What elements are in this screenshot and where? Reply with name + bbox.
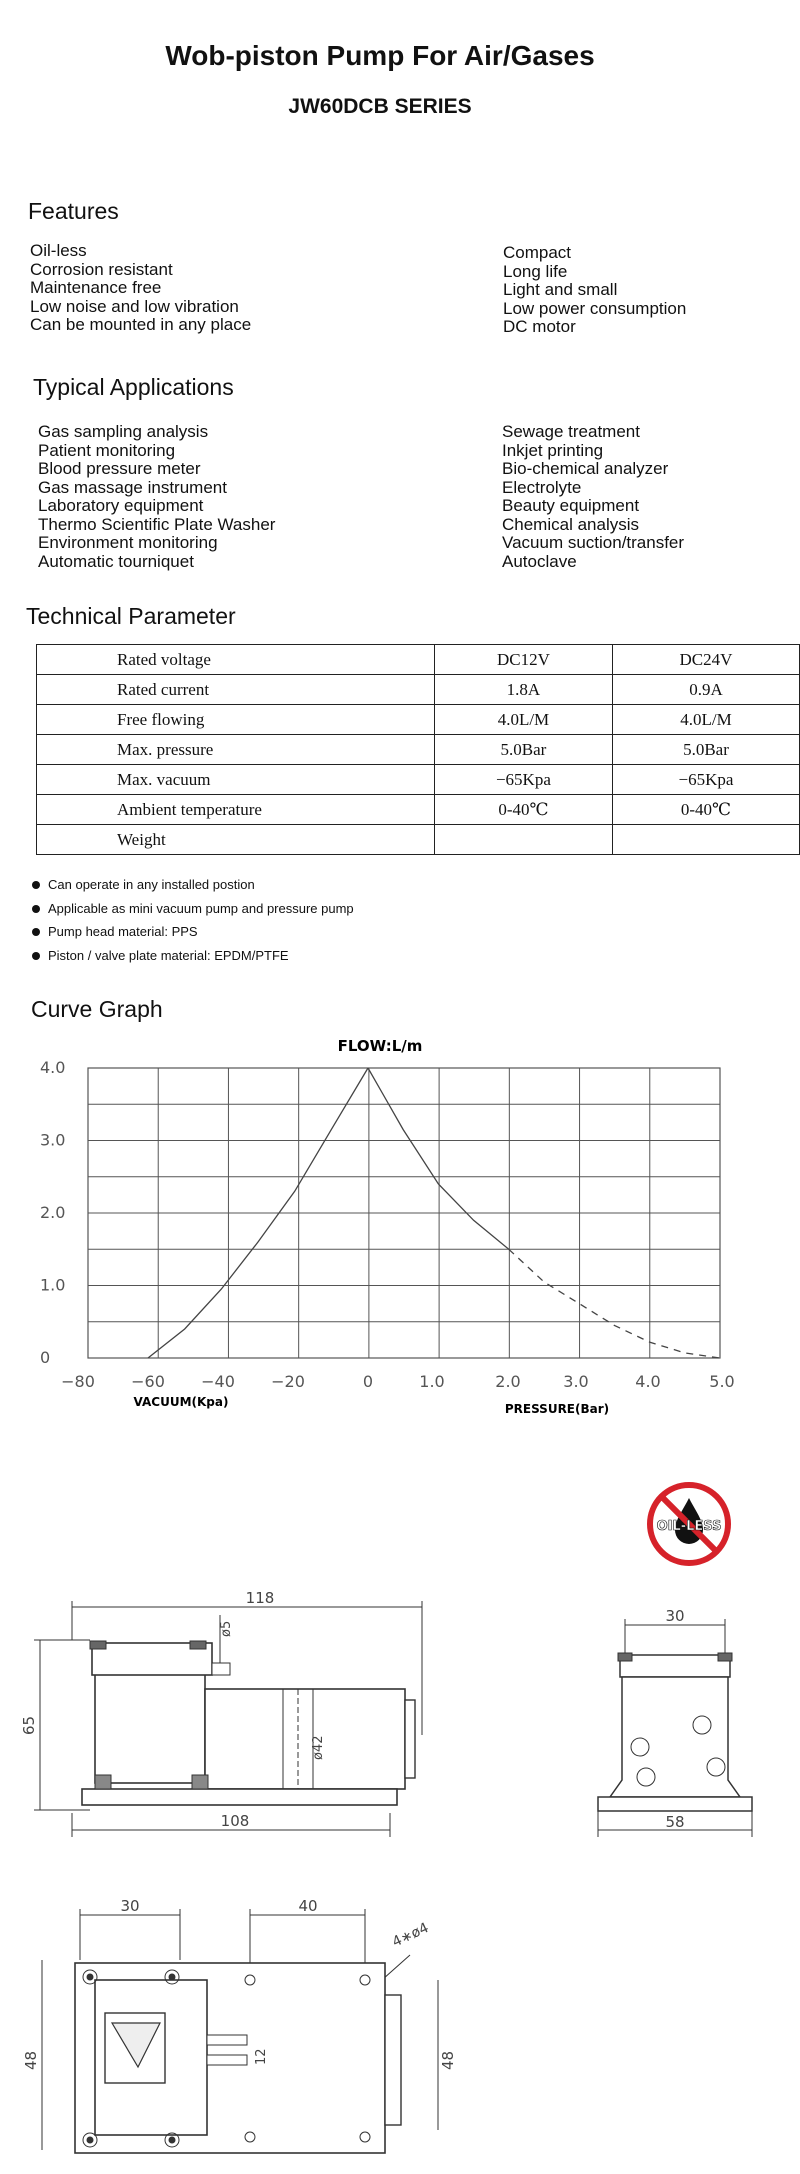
screw-icon: [718, 1653, 732, 1661]
plan-view-drawing: [20, 1885, 460, 2160]
front-view-drawing: [580, 1605, 770, 1855]
curve-line-pressure: [368, 1068, 509, 1249]
table-cell: Max. pressure: [37, 735, 435, 765]
front-cover: [620, 1655, 730, 1677]
page-title: Wob-piston Pump For Air/Gases: [165, 40, 595, 71]
list-item: Vacuum suction/transfer: [502, 533, 685, 552]
foot-screw-icon: [192, 1775, 208, 1789]
x-tick-label: −60: [131, 1372, 165, 1391]
motor-body: [205, 1689, 405, 1789]
table-cell: −65Kpa: [612, 765, 799, 795]
x-tick-label: 5.0: [709, 1372, 735, 1391]
dim-plan-left: 30: [120, 1897, 140, 1915]
applications-heading: Typical Applications: [33, 374, 234, 400]
list-item: Low power consumption: [503, 298, 687, 318]
list-item: Applicable as mini vacuum pump and pressure pump: [30, 897, 354, 921]
table-row: [37, 825, 800, 855]
list-item: Sewage treatment: [502, 422, 640, 441]
screw-icon: [190, 1641, 206, 1649]
list-item: Light and small: [503, 280, 618, 299]
dim-plan-holes-spacing: 40: [298, 1897, 318, 1915]
series-subtitle: JW60DCB SERIES: [288, 95, 472, 118]
x-tick-label: 2.0: [495, 1372, 521, 1391]
list-item: Maintenance free: [30, 278, 162, 297]
table-cell: 0.9A: [612, 675, 799, 705]
y-tick-label: 4.0: [40, 1058, 66, 1077]
table-row: [37, 735, 800, 765]
table-cell: Rated current: [37, 675, 435, 705]
list-item: Can operate in any installed postion: [30, 873, 354, 897]
list-item: Autoclave: [502, 551, 577, 571]
list-item: Chemical analysis: [502, 514, 639, 534]
list-item: Compact: [503, 243, 572, 262]
table-cell: Weight: [37, 825, 435, 855]
table-cell: DC12V: [434, 645, 612, 675]
table-cell: 4.0L/M: [434, 705, 612, 735]
x-axis-label-vacuum: VACUUM(Kpa): [133, 1395, 229, 1409]
mount-hole-center: [169, 2137, 175, 2143]
table-row: [37, 675, 800, 705]
list-item: Corrosion resistant: [30, 259, 173, 279]
list-item: Automatic tourniquet: [38, 551, 194, 571]
table-row: [37, 765, 800, 795]
list-item: Low noise and low vibration: [30, 296, 239, 316]
list-item: Inkjet printing: [502, 440, 604, 460]
y-tick-label: 2.0: [40, 1203, 66, 1222]
pump-head: [95, 1673, 205, 1783]
notes-list: [30, 873, 354, 967]
mount-hole-center: [87, 1974, 93, 1980]
table-cell: Rated voltage: [37, 645, 435, 675]
x-axis-label-pressure: PRESSURE(Bar): [504, 1402, 610, 1416]
dim-motor-dia: ø42: [311, 1735, 326, 1760]
y-tick-label: 3.0: [40, 1130, 66, 1150]
dim-base-length: 108: [220, 1812, 250, 1830]
chart-ticks: [40, 1058, 735, 1391]
base-plate: [82, 1789, 397, 1805]
front-base: [598, 1797, 752, 1811]
x-tick-label: −20: [271, 1372, 305, 1391]
list-item: Pump head material: PPS: [30, 920, 354, 944]
table-cell: 4.0L/M: [612, 705, 799, 735]
list-item: Beauty equipment: [502, 496, 640, 515]
list-item: Oil-less: [30, 241, 87, 260]
dim-front-base: 58: [665, 1813, 685, 1831]
table-row: [37, 795, 800, 825]
table-row: [37, 705, 800, 735]
port-tube: [207, 2055, 247, 2065]
table-cell: Ambient temperature: [37, 795, 435, 825]
list-item: Thermo Scientific Plate Washer: [38, 514, 276, 534]
list-item: Can be mounted in any place: [30, 315, 252, 334]
table-cell: [612, 825, 799, 855]
chart-title: FLOW:L/m: [337, 1037, 423, 1055]
table-cell: 5.0Bar: [612, 735, 799, 765]
features-heading: Features: [28, 198, 119, 224]
mount-hole-center: [87, 2137, 93, 2143]
chart-grid: [88, 1068, 720, 1358]
dim-length: 118: [245, 1589, 275, 1607]
list-item: Gas sampling analysis: [38, 422, 209, 441]
list-item: DC motor: [503, 317, 576, 336]
list-item: Piston / valve plate material: EPDM/PTFE: [30, 944, 354, 968]
table-cell: 1.8A: [434, 675, 612, 705]
x-tick-label: 3.0: [563, 1372, 589, 1391]
applications-left-list: [38, 423, 275, 571]
motor-endcap: [405, 1700, 415, 1778]
list-item: Laboratory equipment: [38, 496, 204, 515]
table-cell: DC24V: [612, 645, 799, 675]
motor-endcap-plan: [385, 1995, 401, 2125]
features-right-list: [503, 244, 686, 337]
table-cell: −65Kpa: [434, 765, 612, 795]
y-tick-label: 1.0: [40, 1275, 66, 1295]
technical-table: [36, 644, 800, 855]
badge-text: OIL-LESS: [656, 1519, 722, 1534]
table-cell: 5.0Bar: [434, 735, 612, 765]
table-cell: Free flowing: [37, 705, 435, 735]
applications-right-list: [502, 423, 684, 571]
side-view-drawing: [20, 1585, 440, 1845]
table-cell: Max. vacuum: [37, 765, 435, 795]
dim-plan-holes: 4∗ø4: [389, 1920, 432, 1951]
table-cell: 0-40℃: [434, 795, 612, 825]
screw-icon: [618, 1653, 632, 1661]
list-item: Patient monitoring: [38, 440, 176, 460]
oil-less-badge: [645, 1480, 733, 1568]
table-cell: [434, 825, 612, 855]
dim-plan-height-right: 48: [439, 2050, 457, 2070]
list-item: Electrolyte: [502, 477, 582, 497]
x-tick-label: −40: [201, 1372, 235, 1391]
dim-height: 65: [20, 1715, 38, 1735]
table-row: [37, 645, 800, 675]
foot-screw-icon: [95, 1775, 111, 1789]
list-item: Bio-chemical analyzer: [502, 459, 669, 478]
dim-port-spacing: 12: [254, 2048, 269, 2065]
port-tube: [207, 2035, 247, 2045]
dim-front-top: 30: [665, 1607, 685, 1625]
screw-icon: [90, 1641, 106, 1649]
dim-outlet-dia: ø5: [219, 1620, 234, 1637]
dim-plan-height-left: 48: [22, 2050, 40, 2070]
list-item: Environment monitoring: [38, 533, 218, 552]
x-tick-label: 1.0: [419, 1372, 445, 1391]
table-cell: 0-40℃: [612, 795, 799, 825]
front-body: [610, 1677, 740, 1797]
y-tick-label: 0: [40, 1348, 51, 1367]
list-item: Gas massage instrument: [38, 477, 227, 497]
list-item: Blood pressure meter: [38, 459, 201, 478]
x-tick-label: 4.0: [635, 1372, 661, 1391]
mount-hole-center: [169, 1974, 175, 1980]
curve-heading: Curve Graph: [31, 996, 163, 1022]
x-tick-label: −80: [61, 1372, 95, 1391]
list-item: Long life: [503, 261, 568, 281]
curve-line-pressure-dashed: [509, 1249, 720, 1358]
features-left-list: [30, 242, 251, 335]
outlet-port: [212, 1663, 230, 1675]
technical-heading: Technical Parameter: [26, 603, 236, 629]
flow-curve-chart: [0, 1030, 760, 1425]
x-tick-label: 0: [362, 1372, 374, 1391]
